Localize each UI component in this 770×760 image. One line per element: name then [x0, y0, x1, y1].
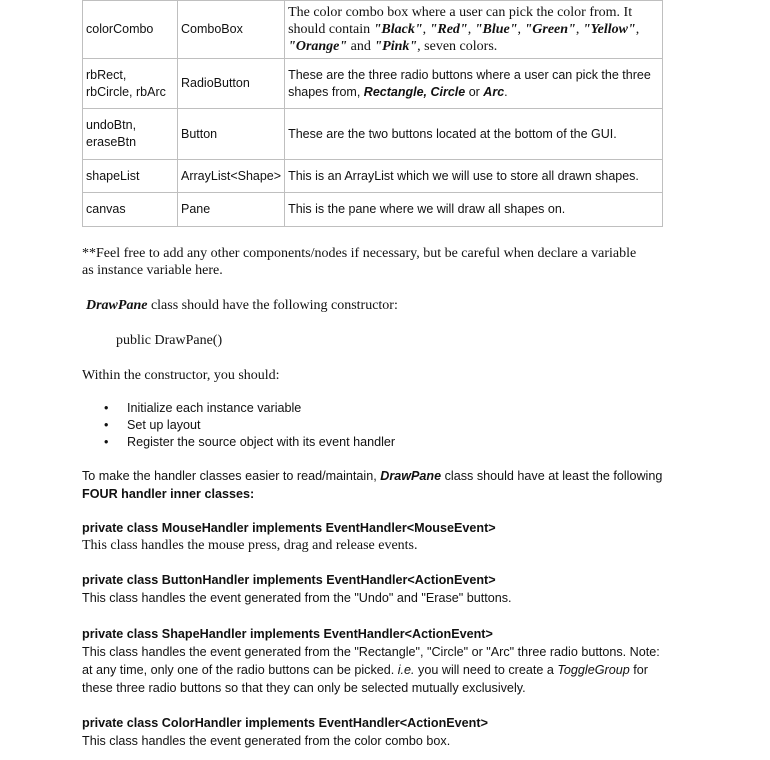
table-row [83, 160, 663, 193]
table-row [83, 193, 663, 227]
list-item: • Set up layout [104, 418, 201, 432]
handler-block [82, 519, 682, 554]
table-row [83, 109, 663, 160]
class-name-text: DrawPane [380, 469, 442, 483]
variable-description-cell: These are the two buttons located at the bottom of the GUI. [285, 109, 663, 160]
variable-type-cell: Button [178, 109, 285, 160]
handler-signature: private class ButtonHandler implements EventHandler<ActionEvent> [82, 573, 496, 587]
variable-type-cell: Pane [178, 193, 285, 227]
handler-block [82, 714, 682, 750]
variable-description-cell: These are the three radio buttons where a user can pick the three shapes from, Rectangle, Circle or Arc. [285, 59, 663, 109]
list-item: • Register the source object with its event handler [104, 435, 396, 449]
variable-type-cell: ArrayList<Shape> [178, 160, 285, 193]
constructor-intro-text: class should have the following constructor: [147, 298, 398, 313]
handler-block [82, 625, 667, 697]
table-row [83, 1, 663, 59]
variable-name-cell: rbRect, rbCircle, rbArc [83, 59, 178, 109]
variable-type-cell: ComboBox [178, 1, 285, 59]
handler-signature: private class ShapeHandler implements EventHandler<ActionEvent> [82, 627, 493, 641]
handler-signature: private class MouseHandler implements EventHandler<MouseEvent> [82, 521, 496, 535]
note-paragraph: **Feel free to add any other components/nodes if necessary, but be careful when declare a variable as instance variable here. [82, 246, 637, 278]
instance-variable-table [82, 0, 663, 227]
table-row [83, 59, 663, 109]
handlers-intro: To make the handler classes easier to read/maintain, DrawPane class should have at least the following FOUR handler inner classes: [82, 469, 663, 501]
constructor-signature: public DrawPane() [116, 333, 223, 348]
constructor-task-list [104, 400, 395, 451]
variable-description-cell: The color combo box where a user can pick the color from. It should contain "Black", "Red", "Blue", "Green", "Yellow", "Orange" and "Pink", seven colors. [285, 1, 663, 59]
constructor-intro [86, 297, 686, 314]
variable-type-cell: RadioButton [178, 59, 285, 109]
handler-signature: private class ColorHandler implements EventHandler<ActionEvent> [82, 716, 488, 730]
handler-block [82, 571, 682, 607]
list-item: • Initialize each instance variable [104, 401, 302, 415]
handler-description: This class handles the event generated from the color combo box. [82, 734, 451, 748]
handler-description: This class handles the mouse press, drag and release events. [82, 538, 418, 553]
handler-description: This class handles the event generated from the "Rectangle", "Circle" or "Arc" three radio buttons. Note: at any time, only one of the radio buttons can be picked. i.e. you will need to create a ToggleGroup for these three radio buttons so that they can only be selected mutually exclusively. [82, 645, 660, 695]
variable-description-cell: This is an ArrayList which we will use to store all drawn shapes. [285, 160, 663, 193]
variable-name-cell: colorCombo [83, 1, 178, 59]
variable-name-cell: undoBtn, eraseBtn [83, 109, 178, 160]
variable-name-cell: shapeList [83, 160, 178, 193]
within-constructor-text: Within the constructor, you should: [82, 368, 280, 383]
variable-name-cell: canvas [83, 193, 178, 227]
handler-description: This class handles the event generated from the "Undo" and "Erase" buttons. [82, 591, 512, 605]
variable-description-cell: This is the pane where we will draw all shapes on. [285, 193, 663, 227]
class-name-text: DrawPane [86, 298, 148, 313]
